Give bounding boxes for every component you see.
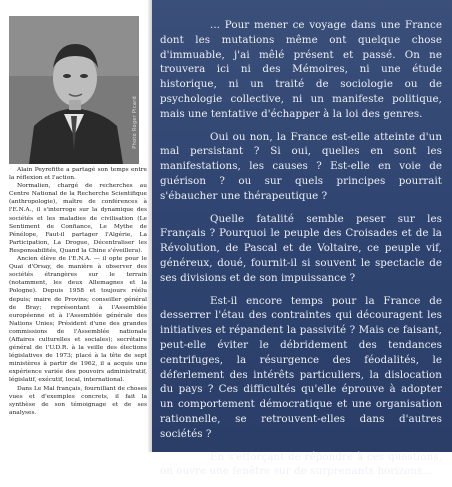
portrait-image <box>9 16 139 164</box>
photo-credit: Photo Roger Picard <box>132 96 138 149</box>
blurb-paragraph: ... Pour mener ce voyage dans une France dont les mutations même ont quelque chose d'immuable, j'ai mêlé présent et passé. On ne trouvera ici ni des Mémoires, ni une étude historique, ni un traité de sociologie ou de psychologie collective, ni un manifeste politique, mais une tentative d'échapper à la loi des genres. <box>160 19 442 120</box>
bio-paragraph: Ancien élève de l'E.N.A. — il opte pour le Quai d'Orsay, de manière à observer des sociétés étrangères sur le terrain (notamment, les deux Allemagnes et la Pologne). Depuis 1958 et toujours réélu depuis; maire de Provins; conseiller général de Bray; représentant à l'Assemblée européenne et à l'Assemblée générale des Nations Unies; Président d'une des grandes commissions de l'Assemblée nationale (Affaires culturelles et sociales); secrétaire général de l'U.D.R. à la veille des élections législatives de 1973; placé à la tête de sept ministères à partir de 1962, il a acquis une expérience variée des pouvoirs administratif, législatif, exécutif, local, international. <box>9 256 147 384</box>
left-flap <box>0 0 152 452</box>
author-photo <box>9 16 139 164</box>
bio-paragraph: Alain Peyrefitte a partagé son temps entre la réflexion et l'action. <box>9 167 147 182</box>
bio-paragraph: Dans Le Mal français, fournillant de choses vues et d'exemples concrets, il fait la synthèse de son témoignage et de ses analyses. <box>9 385 147 416</box>
blurb-paragraph: Quelle fatalité semble peser sur les Français ? Pourquoi le peuple des Croisades et de la Révolution, de Pascal et de Voltaire, ce peuple vif, généreux, doué, fournit-il si souvent le spectacle de ses divisions et de son impuissance ? <box>160 212 442 284</box>
blurb-paragraph: Oui ou non, la France est-elle atteinte d'un mal persistant ? Si oui, quelles en sont les manifestations, les causes ? Est-elle en voie de guérison ? ou sur quels principes pourrait s'ébaucher une thérapeutique ? <box>160 130 442 202</box>
blurb-paragraph: Est-il encore temps pour la France de desserrer l'étau des contraintes qui découragent les initiatives et répandent la passivité ? Mais ce faisant, peut-elle éviter le débridement des tendances centrifuges, la résurgence des féodalités, le déferlement des intérêts particuliers, la dislocation du pays ? Ces difficultés qu'elle éprouve à adopter un comportement démocratique et une organisation rationnelle, se retrouvent-elles dans d'autres sociétés ? <box>160 294 442 440</box>
blurb-text <box>160 18 442 487</box>
author-bio <box>9 166 147 417</box>
blurb-paragraph: En s'efforçant de répondre à ces questions, on ouvre une fenêtre sur de surprenants horizons... <box>160 450 442 478</box>
bio-paragraph: Normalien, chargé de recherches au Centre National de la Recherche Scientifique (anthropologie), maître de conférences à l'E.N.A., il s'interroge sur la dynamique des sociétés et les maladies de civilisation (Le Sentiment de Confiance, Le Mythe de Pénélope, Faut-il partager l'Algérie, La Participation, La Drogue, Décentraliser les Responsabilités, Quand la Chine s'éveillera). <box>9 183 147 254</box>
